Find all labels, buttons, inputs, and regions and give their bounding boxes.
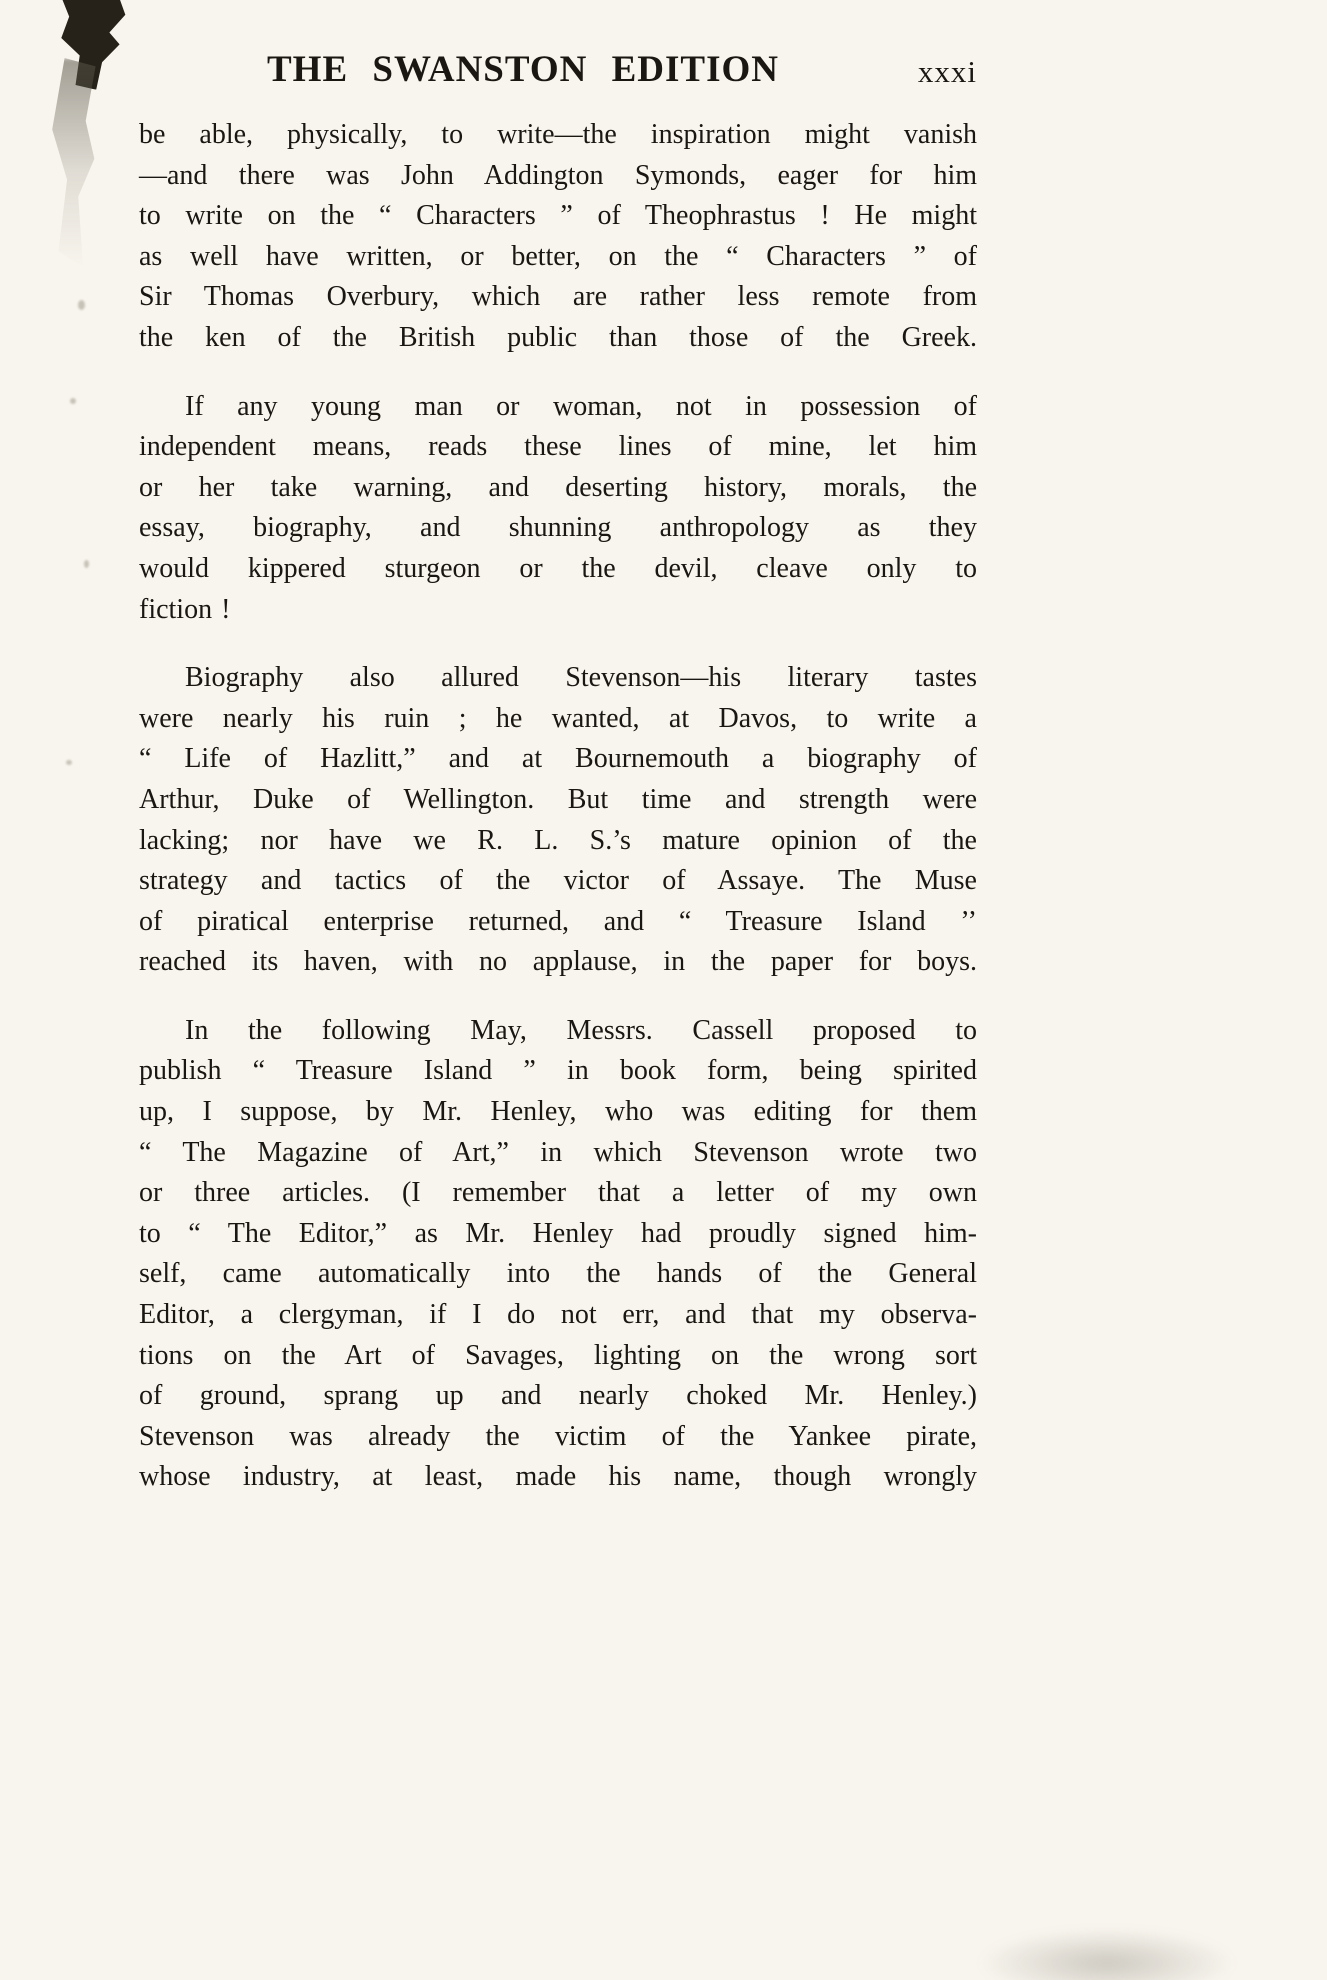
text-line: or three articles. (I remember that a letter of my own bbox=[139, 1177, 977, 1209]
text-line: whose industry, at least, made his name, though wrongly bbox=[139, 1461, 977, 1493]
text-line: as well have written, or better, on the “ Characters ” of bbox=[139, 240, 977, 272]
text-line: Editor, a clergyman, if I do not err, and that my observa- bbox=[139, 1299, 977, 1331]
text-line: lacking; nor have we R. L. S.’s mature opinion of the bbox=[139, 824, 977, 856]
text-line: Biography also allured Stevenson—his literary tastes bbox=[185, 662, 977, 694]
text-line: fiction ! bbox=[139, 593, 231, 625]
text-line: be able, physically, to write—the inspiration might vanish bbox=[139, 119, 977, 150]
text-line: would kippered sturgeon or the devil, cleave only to bbox=[139, 552, 977, 584]
text-line: Sir Thomas Overbury, which are rather less remote from bbox=[139, 281, 977, 313]
text-line: publish “ Treasure Island ” in book form, being spirited bbox=[139, 1055, 977, 1087]
text-line: strategy and tactics of the victor of Assaye. The Muse bbox=[139, 865, 977, 897]
scan-speck bbox=[66, 760, 72, 765]
text-line: Stevenson was already the victim of the Yankee pirate, bbox=[139, 1420, 977, 1452]
text-line: the ken of the British public than those of the Greek. bbox=[139, 321, 977, 353]
text-line: to “ The Editor,” as Mr. Henley had proudly signed him- bbox=[139, 1217, 977, 1249]
scan-speck bbox=[70, 398, 76, 404]
scan-speck bbox=[84, 560, 89, 568]
text-line: reached its haven, with no applause, in the paper for boys. bbox=[139, 946, 977, 978]
page-content bbox=[139, 48, 977, 1526]
text-line: independent means, reads these lines of mine, let him bbox=[139, 431, 977, 463]
text-line: “ The Magazine of Art,” in which Stevenson wrote two bbox=[139, 1136, 977, 1168]
smudge-fringe-artifact bbox=[46, 58, 108, 268]
page-number: xxxi bbox=[917, 54, 977, 89]
text-line: —and there was John Addington Symonds, eager for him bbox=[139, 159, 977, 191]
scan-speck bbox=[78, 300, 85, 310]
text-line: of piratical enterprise returned, and “ Treasure Island ’’ bbox=[139, 905, 977, 937]
text-line: “ Life of Hazlitt,” and at Bournemouth a biography of bbox=[139, 743, 977, 775]
text-line: essay, biography, and shunning anthropology as they bbox=[139, 512, 977, 544]
text-line: tions on the Art of Savages, lighting on the wrong sort bbox=[139, 1339, 977, 1371]
text-line: of ground, sprang up and nearly choked Mr. Henley.) bbox=[139, 1380, 977, 1412]
text-line: In the following May, Messrs. Cassell proposed to bbox=[185, 1014, 977, 1046]
text-line: If any young man or woman, not in possession of bbox=[185, 390, 977, 422]
text-line: or her take warning, and deserting history, morals, the bbox=[139, 471, 977, 503]
corner-shadow-artifact bbox=[977, 1928, 1237, 1980]
text-line: were nearly his ruin ; he wanted, at Davos, to write a bbox=[139, 702, 977, 734]
text-line: self, came automatically into the hands of the General bbox=[139, 1258, 977, 1290]
page-header bbox=[139, 48, 977, 96]
text-line: Arthur, Duke of Wellington. But time and strength were bbox=[139, 783, 977, 815]
body-text bbox=[139, 115, 977, 1498]
text-line: to write on the “ Characters ” of Theophrastus ! He might bbox=[139, 200, 977, 232]
running-title: THE SWANSTON EDITION bbox=[266, 49, 780, 90]
text-line: up, I suppose, by Mr. Henley, who was editing for them bbox=[139, 1096, 977, 1128]
